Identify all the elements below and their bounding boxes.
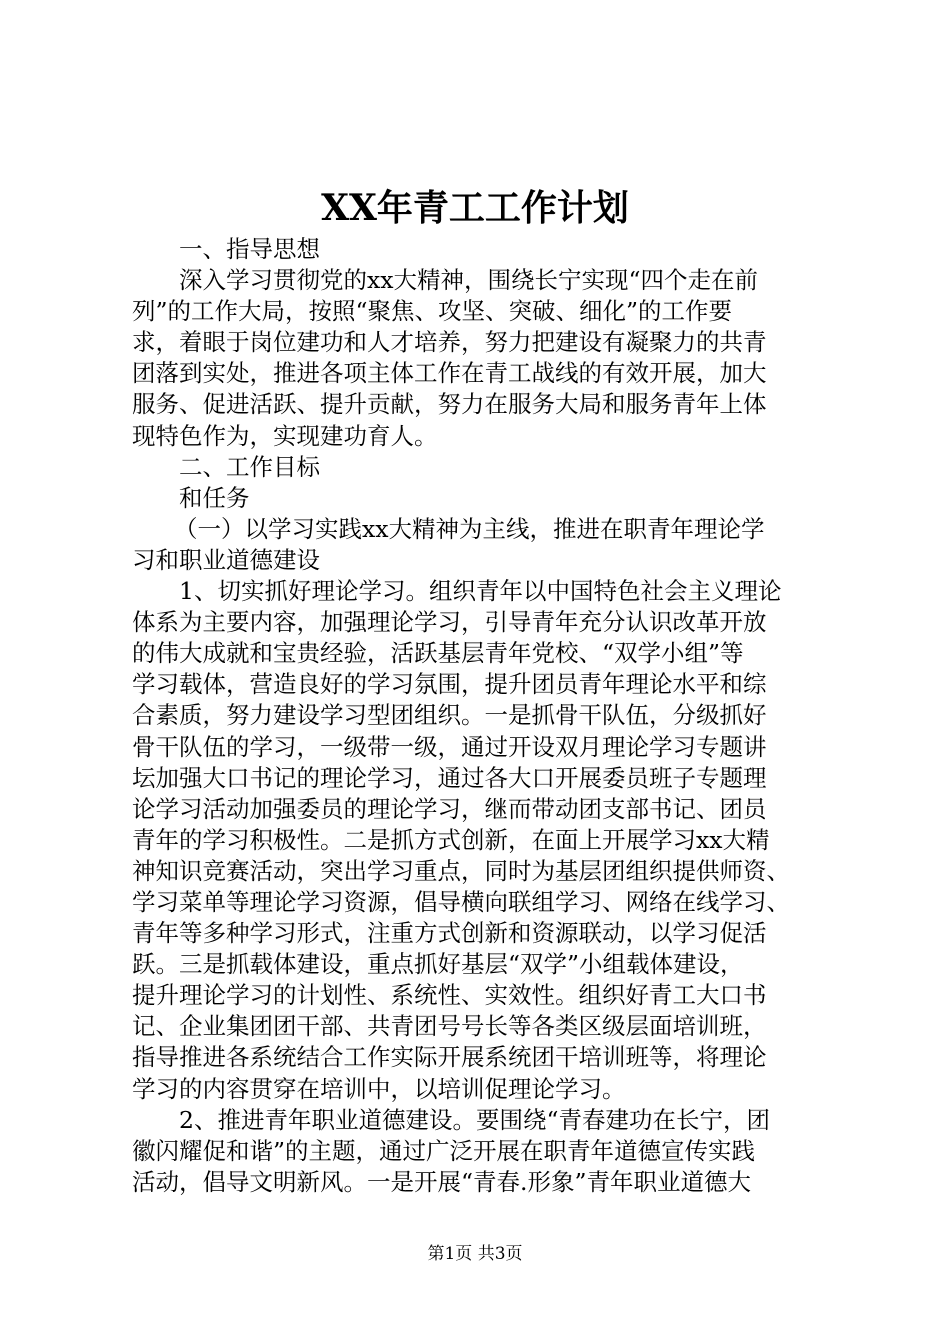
text-line: 深入学习贯彻党的xx大精神，围绕长宁实现“四个走在前 [179, 266, 759, 295]
text-line: 2、推进青年职业道德建设。要围绕“青春建功在长宁，团 [179, 1105, 770, 1134]
page-footer: 第1页 共3页 [427, 1244, 523, 1264]
text-line: 合素质，努力建设学习型团组织。一是抓骨干队伍，分级抓好 [132, 701, 767, 730]
text-line: 徽闪耀促和谐”的主题，通过广泛开展在职青年道德宣传实践 [132, 1136, 756, 1165]
text-line: 团落到实处，推进各项主体工作在青工战线的有效开展，加大 [132, 359, 767, 388]
text-line: 提升理论学习的计划性、系统性、实效性。组织好青工大口书 [132, 981, 767, 1010]
text-line: 指导推进各系统结合工作实际开展系统团干培训班等，将理论 [132, 1043, 767, 1072]
text-line: （一）以学习实践xx大精神为主线，推进在职青年理论学 [174, 514, 765, 543]
text-line: 求，着眼于岗位建功和人才培养，努力把建设有凝聚力的共青 [132, 328, 767, 357]
text-line: 列”的工作大局，按照“聚焦、攻坚、突破、细化”的工作要 [132, 297, 733, 326]
document-body [132, 234, 832, 1198]
text-line: 和任务 [179, 483, 250, 512]
text-line: 记、企业集团团干部、共青团号号长等各类区级层面培训班， [132, 1012, 767, 1041]
text-line: 骨干队伍的学习，一级带一级，通过开设双月理论学习专题讲 [132, 732, 767, 761]
text-line: 一、指导思想 [179, 235, 320, 263]
text-line: 活动，倡导文明新风。一是开展“青春.形象”青年职业道德大 [132, 1167, 751, 1196]
text-line: 现特色作为，实现建功育人。 [132, 421, 438, 450]
text-line: 跃。三是抓载体建设，重点抓好基层“双学”小组载体建设， [132, 950, 744, 979]
text-line: 习和职业道德建设 [132, 545, 320, 574]
text-line: 青年的学习积极性。二是抓方式创新，在面上开展学习xx大精 [132, 825, 770, 854]
text-line: 学习载体，营造良好的学习氛围，提升团员青年理论水平和综 [132, 670, 767, 699]
text-line: 青年等多种学习形式，注重方式创新和资源联动，以学习促活 [132, 919, 767, 948]
document-title: XX年青工工作计划 [321, 187, 629, 229]
text-line: 二、工作目标 [179, 452, 320, 481]
text-line: 1、切实抓好理论学习。组织青年以中国特色社会主义理论 [179, 577, 782, 606]
text-line: 坛加强大口书记的理论学习，通过各大口开展委员班子专题理 [132, 763, 767, 792]
text-line: 神知识竞赛活动，突出学习重点，同时为基层团组织提供师资、 [132, 856, 790, 885]
text-line: 学习菜单等理论学习资源，倡导横向联组学习、网络在线学习、 [132, 887, 790, 916]
text-line: 服务、促进活跃、提升贡献，努力在服务大局和服务青年上体 [132, 390, 767, 419]
text-line: 学习的内容贯穿在培训中，以培训促理论学习。 [132, 1074, 626, 1103]
text-line: 的伟大成就和宝贵经验，活跃基层青年党校、“双学小组”等 [132, 639, 744, 668]
text-line: 论学习活动加强委员的理论学习，继而带动团支部书记、团员 [132, 794, 767, 823]
text-line: 体系为主要内容，加强理论学习，引导青年充分认识改革开放 [132, 608, 767, 637]
